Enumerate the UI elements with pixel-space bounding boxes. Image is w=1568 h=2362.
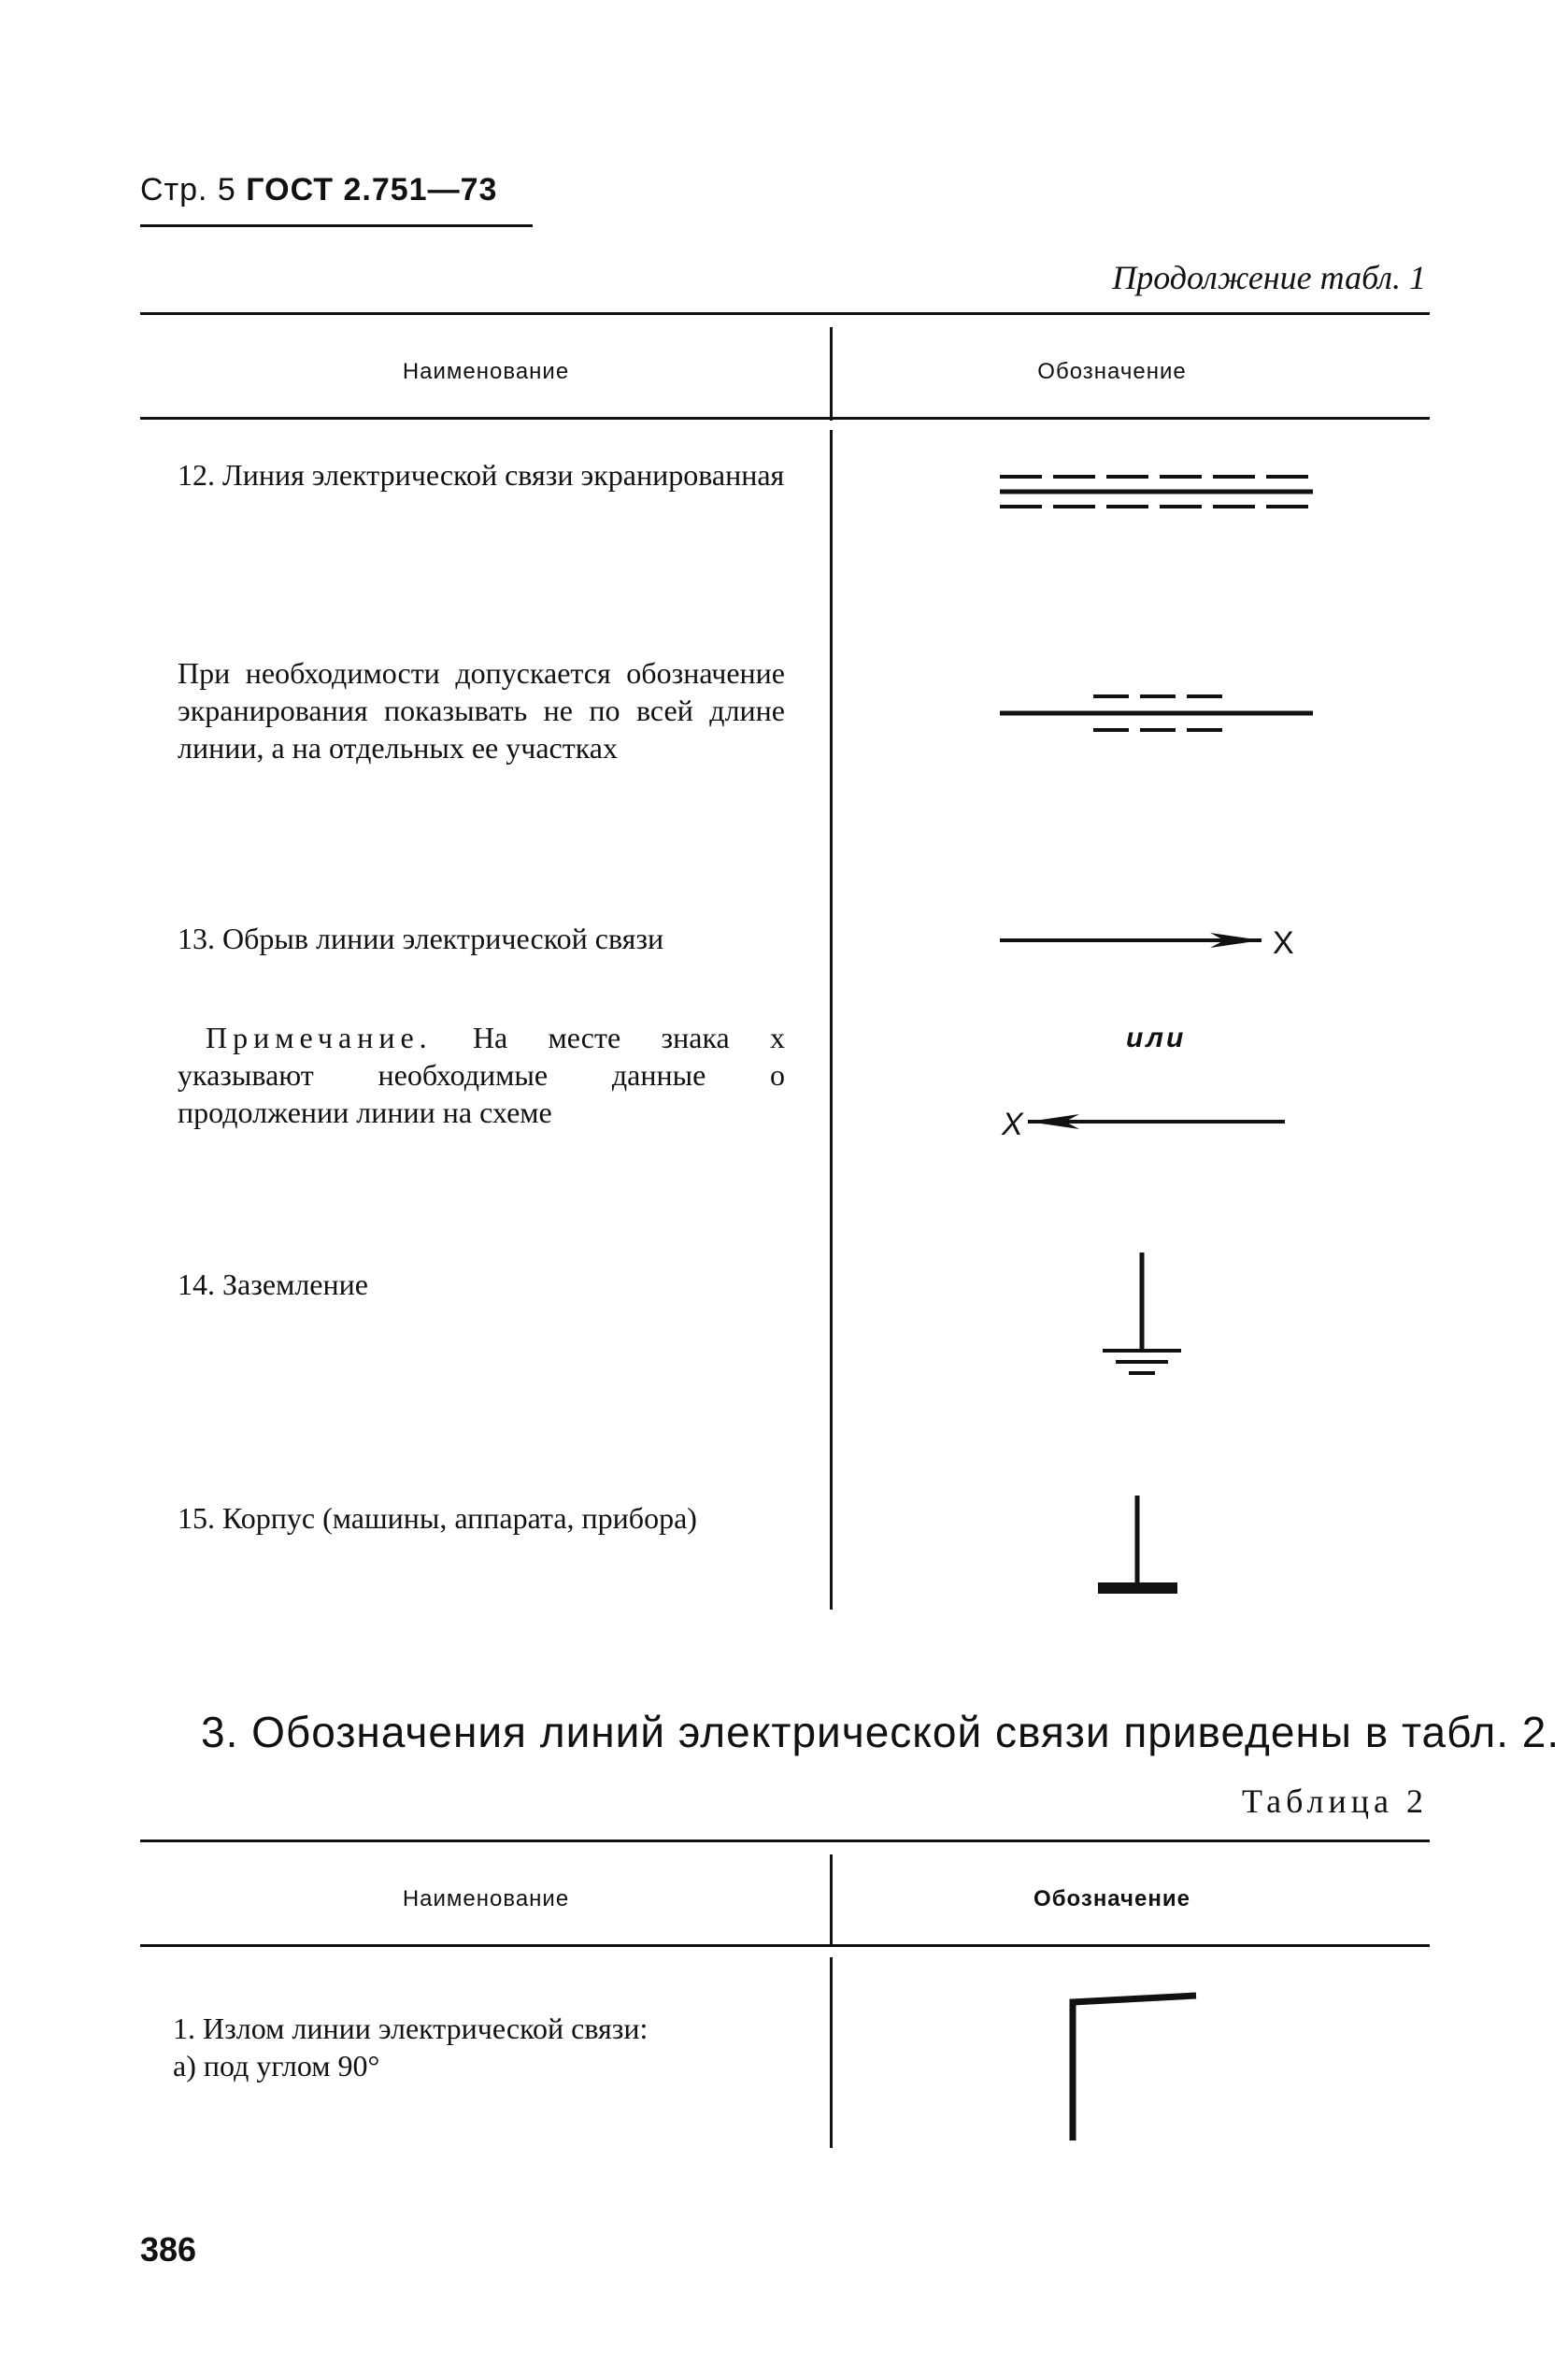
table1-header-rule — [140, 417, 1430, 420]
table2-col-name: Наименование — [402, 1886, 570, 1911]
break-x-left-label: X — [1002, 1107, 1023, 1142]
table2-top-rule — [140, 1839, 1430, 1842]
table2-row-1 — [173, 2010, 827, 2084]
table2-header-rule — [140, 1944, 1430, 1947]
break-arrow-right-symbol — [991, 922, 1271, 959]
table1-note — [178, 1019, 785, 1131]
table1-row-14: 14. Заземление — [178, 1267, 368, 1301]
note-label: Примечание. — [206, 1021, 433, 1054]
shielded-line-symbol — [991, 467, 1318, 523]
page-header-standard: ГОСТ 2.751—73 — [246, 172, 498, 208]
page-header — [140, 172, 497, 208]
partial-shield-symbol — [991, 687, 1318, 743]
bend-90-symbol — [1056, 1982, 1224, 2150]
table1-row-15: 15. Корпус (машины, аппарата, прибора) — [178, 1501, 697, 1535]
table2-row-1-line1: 1. Излом линии электрической связи: — [173, 2011, 649, 2045]
or-label: или — [1126, 1023, 1187, 1053]
page-header-prefix: Стр. 5 — [140, 172, 236, 208]
break-arrow-left-symbol — [1023, 1103, 1294, 1140]
header-underline — [140, 224, 533, 227]
table2-row-1-line2: а) под углом 90° — [173, 2049, 380, 2083]
page-number: 386 — [140, 2230, 197, 2269]
ground-symbol — [1093, 1248, 1196, 1388]
table1-continuation: Продолжение табл. 1 — [1112, 259, 1426, 296]
section3-text: 3. Обозначения линий электрической связи приведены в табл. 2. — [201, 1708, 1561, 1756]
table2-col-symbol: Обозначение — [1033, 1886, 1190, 1911]
break-x-right-label: X — [1273, 925, 1294, 961]
table1-col-symbol: Обозначение — [1037, 359, 1187, 384]
table1-row-partial-shield: При необходимости допускается обозначение экранирования показывать не по всей длине линии, а на отдельных ее участках — [178, 656, 785, 765]
table2-column-divider — [830, 1957, 833, 2148]
table1-column-divider — [830, 430, 833, 1610]
table1-row-13: 13. Обрыв линии электрической связи — [178, 922, 664, 955]
table1-header-divider — [830, 327, 833, 421]
table1-col-name: Наименование — [402, 359, 570, 384]
table1-row-12: 12. Линия электрической связи экранированная — [178, 458, 785, 492]
chassis-symbol — [1089, 1491, 1191, 1603]
table2-caption: Таблица 2 — [1242, 1782, 1428, 1820]
table1-top-rule — [140, 312, 1430, 315]
note-text: На месте знака x указывают необходимые данные о продолжении линии на схеме — [178, 1021, 786, 1129]
table2-header-divider — [830, 1854, 833, 1944]
